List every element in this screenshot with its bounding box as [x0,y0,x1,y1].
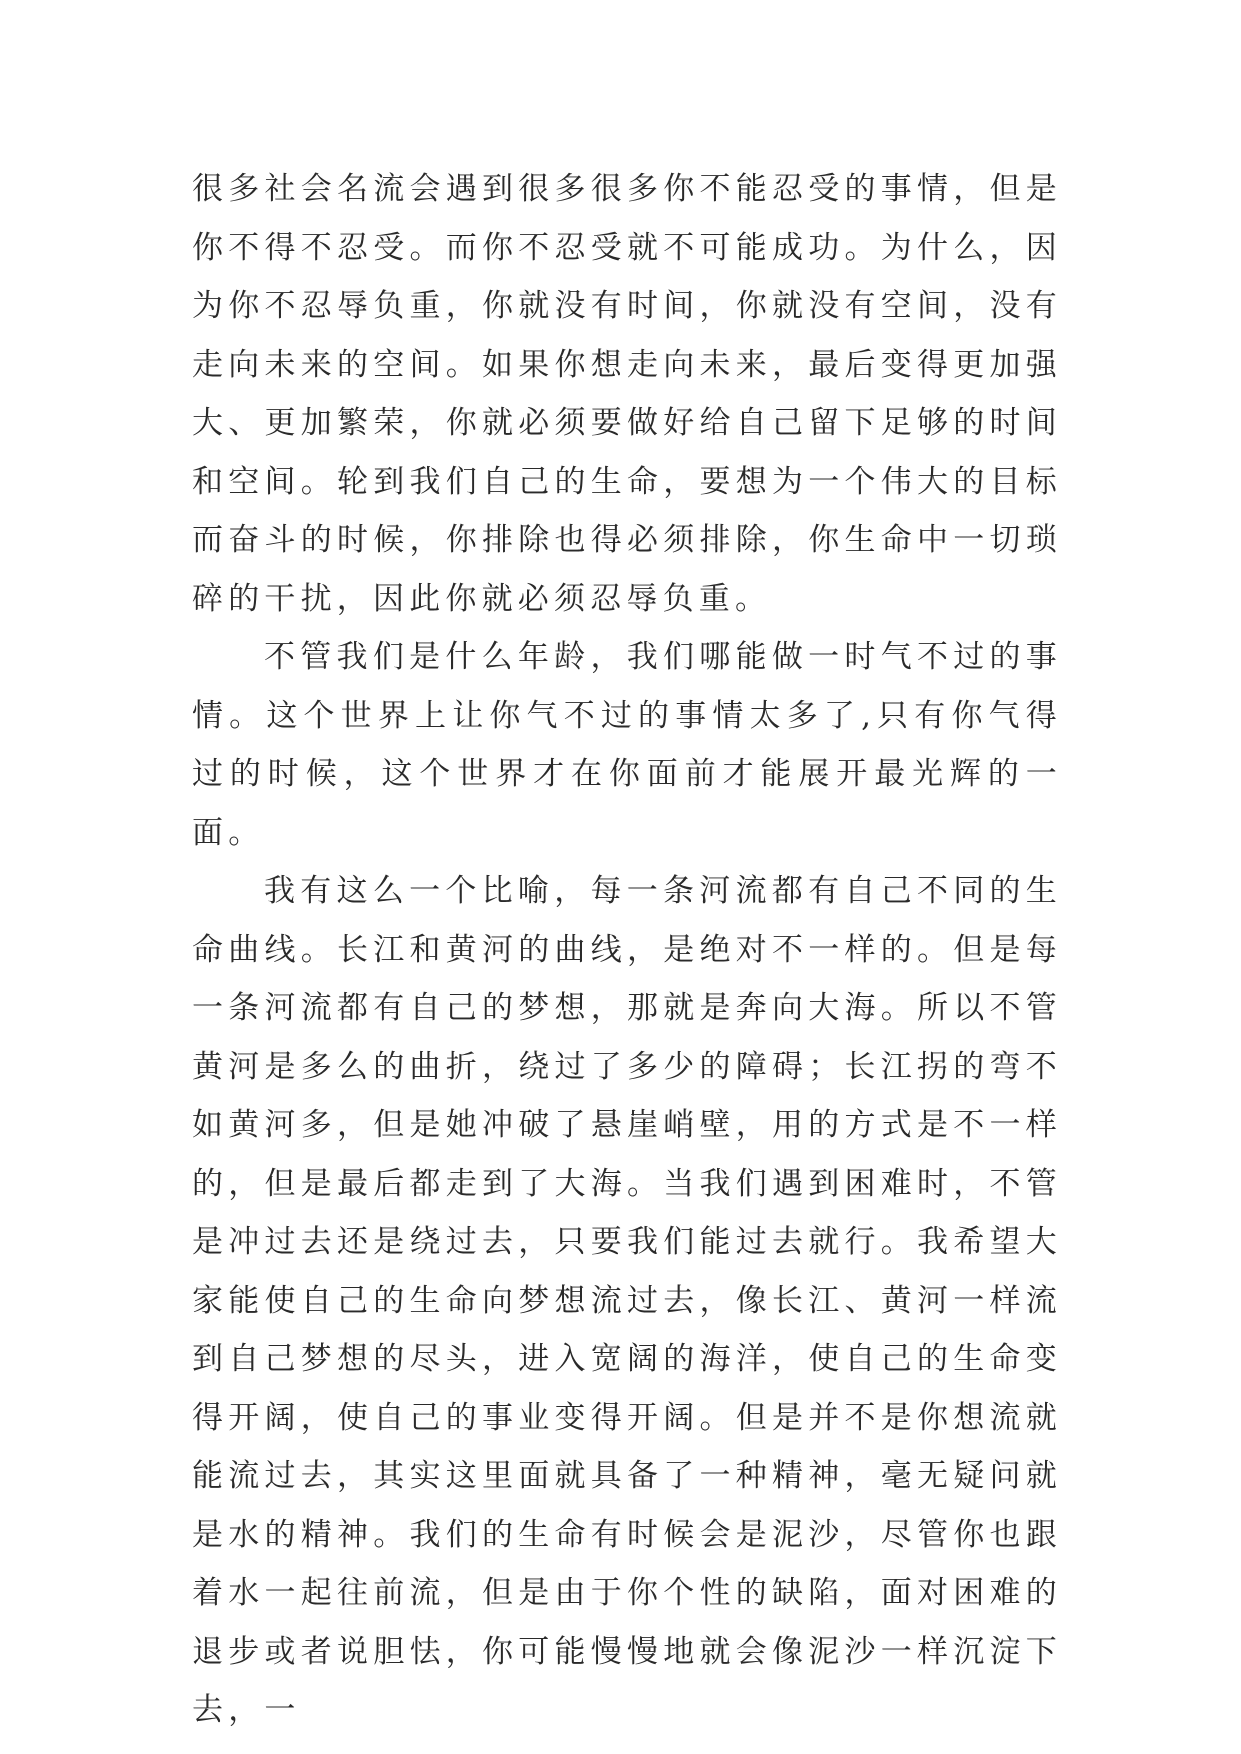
body-text [192,160,1062,1740]
paragraph-3: 我有这么一个比喻，每一条河流都有自己不同的生命曲线。长江和黄河的曲线，是绝对不一样的。但是每一条河流都有自己的梦想，那就是奔向大海。所以不管黄河是多么的曲折，绕过了多少的障碍；长江拐的弯不如黄河多，但是她冲破了悬崖峭壁，用的方式是不一样的，但是最后都走到了大海。当我们遇到困难时，不管是冲过去还是绕过去，只要我们能过去就行。我希望大家能使自己的生命向梦想流过去，像长江、黄河一样流到自己梦想的尽头，进入宽阔的海洋，使自己的生命变得开阔，使自己的事业变得开阔。但是并不是你想流就能流过去，其实这里面就具备了一种精神，毫无疑问就是水的精神。我们的生命有时候会是泥沙，尽管你也跟着水一起往前流，但是由于你个性的缺陷，面对困难的退步或者说胆怯，你可能慢慢地就会像泥沙一样沉淀下去，一 [192,873,1062,1728]
paragraph-2: 不管我们是什么年龄，我们哪能做一时气不过的事情。这个世界上让你气不过的事情太多了,只有你气得过的时候，这个世界才在你面前才能展开最光辉的一面。 [192,639,1062,851]
paragraph-1: 很多社会名流会遇到很多很多你不能忍受的事情，但是你不得不忍受。而你不忍受就不可能成功。为什么，因为你不忍辱负重，你就没有时间，你就没有空间，没有走向未来的空间。如果你想走向未来，最后变得更加强大、更加繁荣，你就必须要做好给自己留下足够的时间和空间。轮到我们自己的生命，要想为一个伟大的目标而奋斗的时候，你排除也得必须排除，你生命中一切琐碎的干扰，因此你就必须忍辱负重。 [192,171,1062,617]
